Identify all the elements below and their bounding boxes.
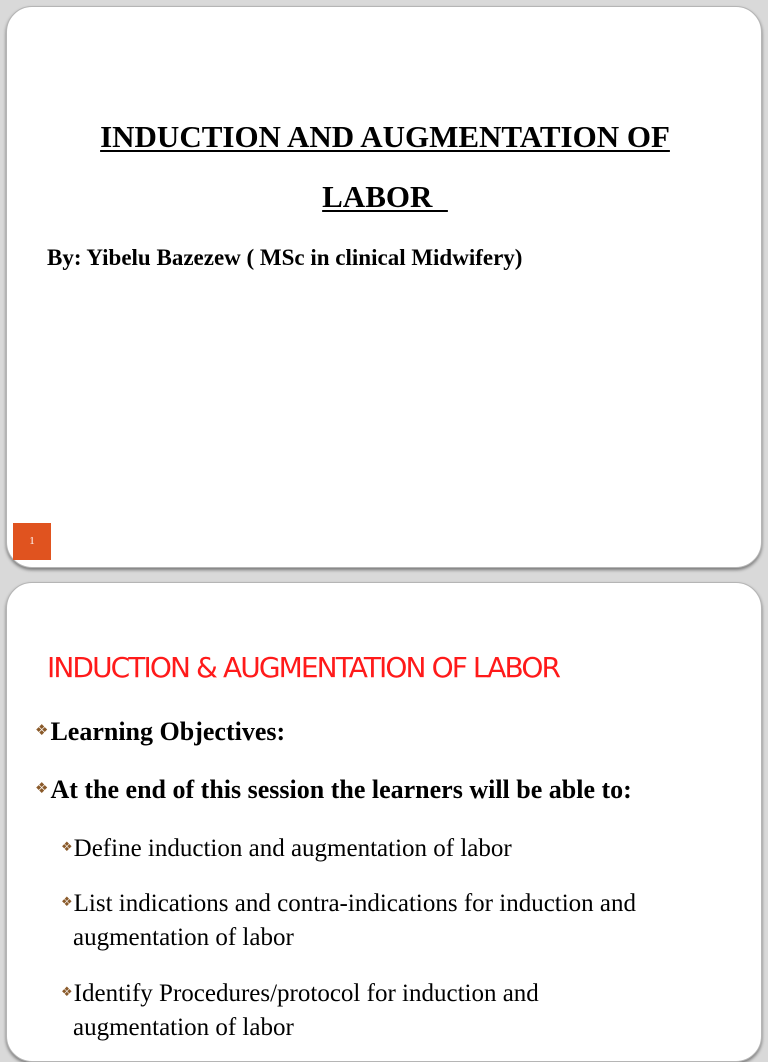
objective-text: List indications and contra-indications for induction and xyxy=(73,890,637,917)
diamond-bullet-icon: ❖ xyxy=(61,840,73,855)
slide-heading: INDUCTION & AUGMENTATION OF LABOR xyxy=(47,651,560,684)
slide-1 xyxy=(6,6,762,568)
diamond-bullet-icon: ❖ xyxy=(61,895,73,910)
objective-text: Define induction and augmentation of labor xyxy=(73,835,512,862)
objective-text-continued: augmentation of labor xyxy=(73,924,294,951)
diamond-bullet-icon: ❖ xyxy=(35,721,49,739)
bullet-text: At the end of this session the learners will be able to: xyxy=(50,775,632,804)
objective-text: Identify Procedures/protocol for induction and xyxy=(73,980,539,1007)
bullet-learning-objectives xyxy=(35,717,285,747)
bullet-session-intro xyxy=(35,775,632,805)
slide-title-line-2: LABOR xyxy=(322,179,448,214)
author-line: By: Yibelu Bazezew ( MSc in clinical Midwifery) xyxy=(47,245,523,270)
slide-number-badge: 1 xyxy=(13,523,51,560)
objective-item xyxy=(61,976,741,1045)
slide-title-line-1: INDUCTION AND AUGMENTATION OF xyxy=(100,119,670,154)
diamond-bullet-icon: ❖ xyxy=(61,985,73,1000)
bullet-text: Learning Objectives: xyxy=(50,717,286,746)
slide-2 xyxy=(6,582,762,1062)
diamond-bullet-icon: ❖ xyxy=(35,779,49,797)
objective-item xyxy=(61,886,741,955)
objective-text-continued: augmentation of labor xyxy=(73,1014,294,1041)
objective-item xyxy=(61,831,741,866)
